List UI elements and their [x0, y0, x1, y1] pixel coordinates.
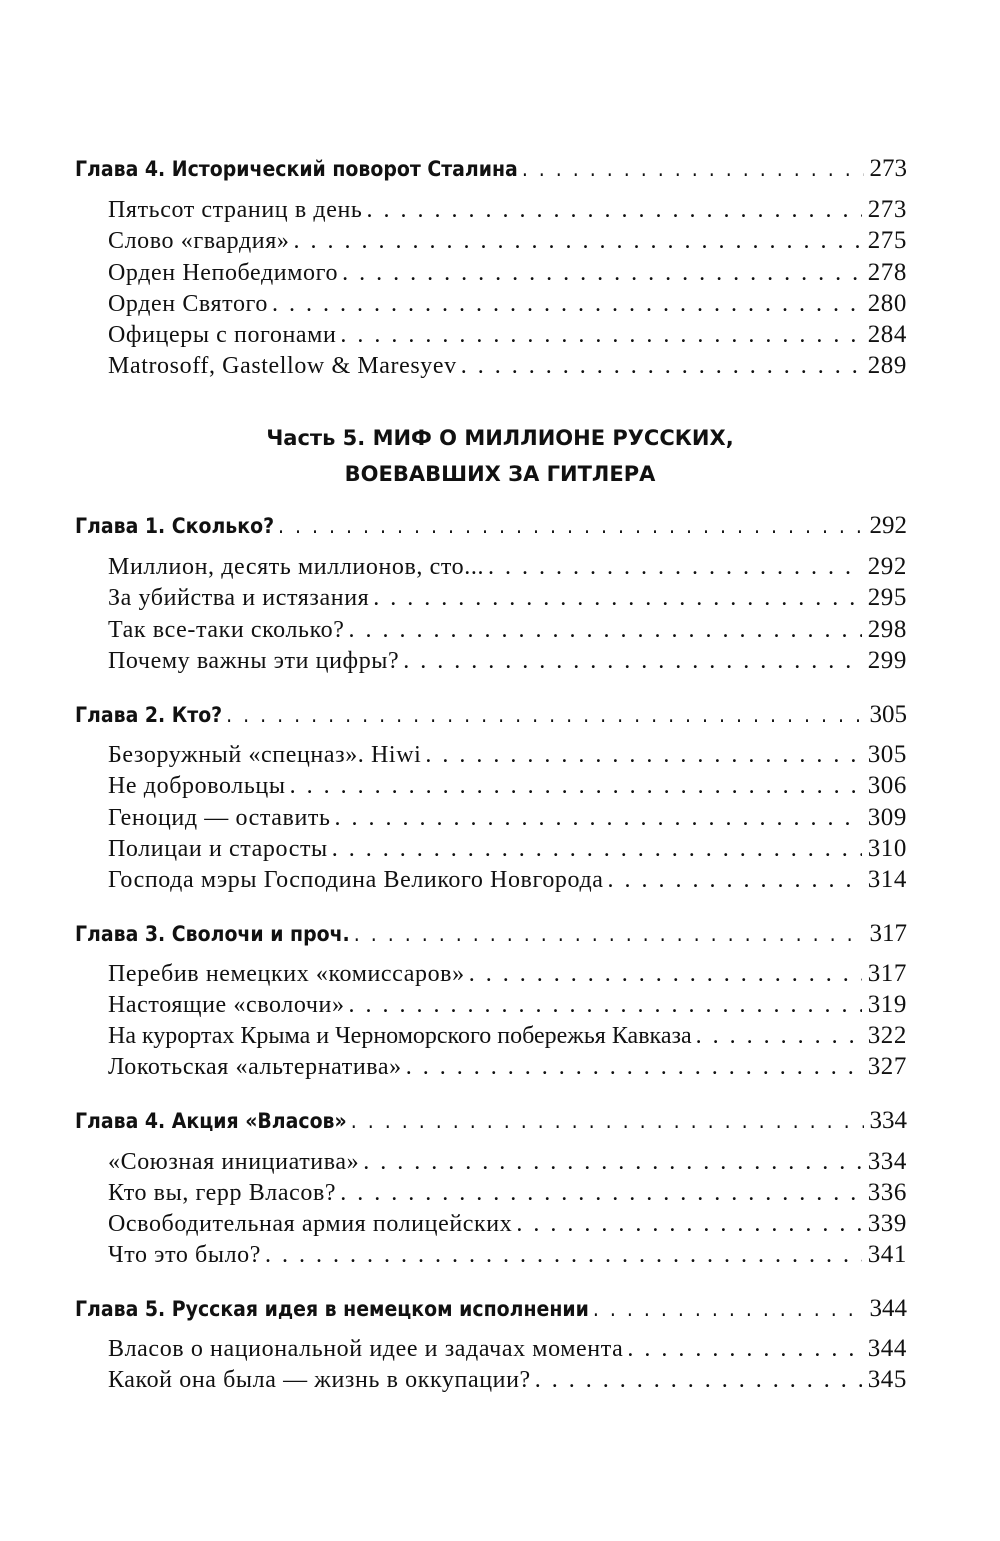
- chapter-title: Глава 4. Исторический поворот Сталина: [75, 157, 518, 181]
- page-number: 299: [867, 647, 907, 674]
- dot-leader: [406, 1054, 862, 1081]
- chapter-title: Глава 1. Сколько?: [75, 514, 275, 538]
- chapter-title: Глава 2. Кто?: [75, 703, 223, 727]
- dot-leader: [627, 1336, 861, 1363]
- toc-chapter-entry[interactable]: [75, 512, 907, 540]
- section-title: Какой она была — жизнь в оккупации?: [108, 1367, 531, 1393]
- page-number: 292: [869, 512, 907, 539]
- section-title: Перебив немецких «комиссаров»: [108, 961, 465, 987]
- page-number: 327: [867, 1053, 907, 1080]
- dot-leader: [516, 1211, 861, 1238]
- section-title: На курортах Крыма и Черноморского побережья Кавказа: [108, 1023, 692, 1049]
- chapter-title: Глава 5. Русская идея в немецком исполнении: [75, 1297, 589, 1321]
- dot-leader: [351, 1109, 864, 1133]
- dot-leader: [272, 291, 862, 318]
- page-number: 278: [867, 259, 907, 286]
- section-title: Миллион, десять миллионов, сто...: [108, 554, 485, 580]
- section-title: Орден Святого: [108, 291, 269, 317]
- toc-section-entry[interactable]: [108, 616, 907, 644]
- page-number: 298: [867, 616, 907, 643]
- toc-section-entry[interactable]: [108, 741, 907, 769]
- toc-section-entry[interactable]: [108, 1366, 907, 1394]
- section-title: Что это было?: [108, 1242, 262, 1268]
- chapter-title: Глава 4. Акция «Власов»: [75, 1109, 347, 1133]
- part-heading: [100, 420, 900, 492]
- section-title: Локотьская «альтернатива»: [108, 1054, 402, 1080]
- page-number: 310: [867, 835, 907, 862]
- dot-leader: [278, 514, 863, 538]
- dot-leader: [332, 836, 862, 863]
- page-number: 339: [867, 1210, 907, 1237]
- toc-section-entry[interactable]: [108, 647, 907, 675]
- page-number: 295: [867, 584, 907, 611]
- toc-section-entry[interactable]: [108, 804, 907, 832]
- toc-section-entry[interactable]: [108, 227, 907, 255]
- page-number: 336: [867, 1179, 907, 1206]
- page-number: 344: [869, 1295, 907, 1322]
- page-number: 309: [867, 804, 907, 831]
- section-title: «Союзная инициатива»: [108, 1149, 360, 1175]
- page-number: 314: [867, 866, 907, 893]
- dot-leader: [425, 742, 861, 769]
- page-number: 341: [867, 1241, 907, 1268]
- section-title: Геноцид — оставить: [108, 805, 331, 831]
- dot-leader: [293, 228, 861, 255]
- section-title: Слово «гвардия»: [108, 228, 290, 254]
- page-number: 317: [869, 920, 907, 947]
- section-title: Офицеры с погонами: [108, 322, 337, 348]
- toc-chapter-entry[interactable]: [75, 701, 907, 729]
- page-number: 305: [869, 701, 907, 728]
- toc-section-entry[interactable]: [108, 1210, 907, 1238]
- dot-leader: [366, 197, 861, 224]
- toc-section-entry[interactable]: [108, 1148, 907, 1176]
- page-number: 322: [867, 1022, 907, 1049]
- section-title: Власов о национальной идее и задачах момента: [108, 1336, 624, 1362]
- toc-section-entry[interactable]: [108, 259, 907, 287]
- section-title: За убийства и истязания: [108, 585, 370, 611]
- dot-leader: [373, 585, 861, 612]
- dot-leader: [522, 157, 864, 181]
- page-number: 273: [867, 196, 907, 223]
- dot-leader: [469, 961, 862, 988]
- toc-section-entry[interactable]: [108, 1335, 907, 1363]
- toc-section-entry[interactable]: [108, 196, 907, 224]
- dot-leader: [535, 1367, 862, 1394]
- toc-section-entry[interactable]: [108, 991, 907, 1019]
- toc-section-entry[interactable]: [108, 835, 907, 863]
- toc-section-entry[interactable]: [108, 960, 907, 988]
- toc-chapter-entry[interactable]: [75, 1295, 907, 1323]
- dot-leader: [226, 703, 863, 727]
- page-number: 345: [867, 1366, 907, 1393]
- page-number: 317: [867, 960, 907, 987]
- section-title: Безоружный «спецназ». Hiwi: [108, 742, 422, 768]
- section-title: Господа мэры Господина Великого Новгорода: [108, 867, 604, 893]
- dot-leader: [488, 554, 862, 581]
- chapter-title: Глава 3. Сволочи и проч.: [75, 922, 350, 946]
- section-title: Полицаи и старосты: [108, 836, 328, 862]
- page-number: 273: [869, 155, 907, 182]
- dot-leader: [403, 648, 861, 675]
- toc-section-entry[interactable]: [108, 866, 907, 894]
- dot-leader: [265, 1242, 862, 1269]
- toc-section-entry[interactable]: [108, 321, 907, 349]
- toc-section-entry[interactable]: [108, 352, 907, 380]
- section-title: Настоящие «сволочи»: [108, 992, 345, 1018]
- toc-section-entry[interactable]: [108, 772, 907, 800]
- page-number: 305: [867, 741, 907, 768]
- page-number: 334: [869, 1107, 907, 1134]
- dot-leader: [340, 1180, 862, 1207]
- page-number: 284: [867, 321, 907, 348]
- toc-section-entry[interactable]: [108, 1179, 907, 1207]
- dot-leader: [290, 773, 862, 800]
- section-title: Так все-таки сколько?: [108, 617, 345, 643]
- dot-leader: [696, 1023, 862, 1050]
- toc-section-entry[interactable]: [108, 584, 907, 612]
- toc-section-entry[interactable]: [108, 553, 907, 581]
- toc-section-entry[interactable]: [108, 1053, 907, 1081]
- section-title: Орден Непобедимого: [108, 260, 339, 286]
- toc-section-entry[interactable]: [108, 1241, 907, 1269]
- section-title: Matrosoff, Gastellow & Maresyev: [108, 353, 457, 379]
- dot-leader: [340, 322, 861, 349]
- page-number: 306: [867, 772, 907, 799]
- section-title: Кто вы, герр Власов?: [108, 1180, 337, 1206]
- dot-leader: [349, 992, 862, 1019]
- page-number: 344: [867, 1335, 907, 1362]
- page-number: 280: [867, 290, 907, 317]
- page-number: 292: [867, 553, 907, 580]
- toc-chapter-entry[interactable]: [75, 1107, 907, 1135]
- dot-leader: [608, 867, 862, 894]
- section-title: Не добровольцы: [108, 773, 286, 799]
- toc-section-entry[interactable]: [108, 290, 907, 318]
- dot-leader: [363, 1149, 861, 1176]
- section-title: Почему важны эти цифры?: [108, 648, 400, 674]
- dot-leader: [349, 617, 862, 644]
- toc-chapter-entry[interactable]: [75, 155, 907, 183]
- section-title: Пятьсот страниц в день: [108, 197, 363, 223]
- part-heading-line: ВОЕВАВШИХ ЗА ГИТЛЕРА: [344, 462, 656, 486]
- dot-leader: [461, 353, 862, 380]
- page-number: 275: [867, 227, 907, 254]
- page-number: 289: [867, 352, 907, 379]
- dot-leader: [342, 260, 862, 287]
- toc-section-entry[interactable]: [108, 1022, 907, 1050]
- part-heading-line: Часть 5. МИФ О МИЛЛИОНЕ РУССКИХ,: [266, 426, 734, 450]
- dot-leader: [335, 805, 862, 832]
- page-number: 334: [867, 1148, 907, 1175]
- page-number: 319: [867, 991, 907, 1018]
- section-title: Освободительная армия полицейских: [108, 1211, 513, 1237]
- toc-chapter-entry[interactable]: [75, 920, 907, 948]
- dot-leader: [593, 1297, 864, 1321]
- dot-leader: [354, 922, 864, 946]
